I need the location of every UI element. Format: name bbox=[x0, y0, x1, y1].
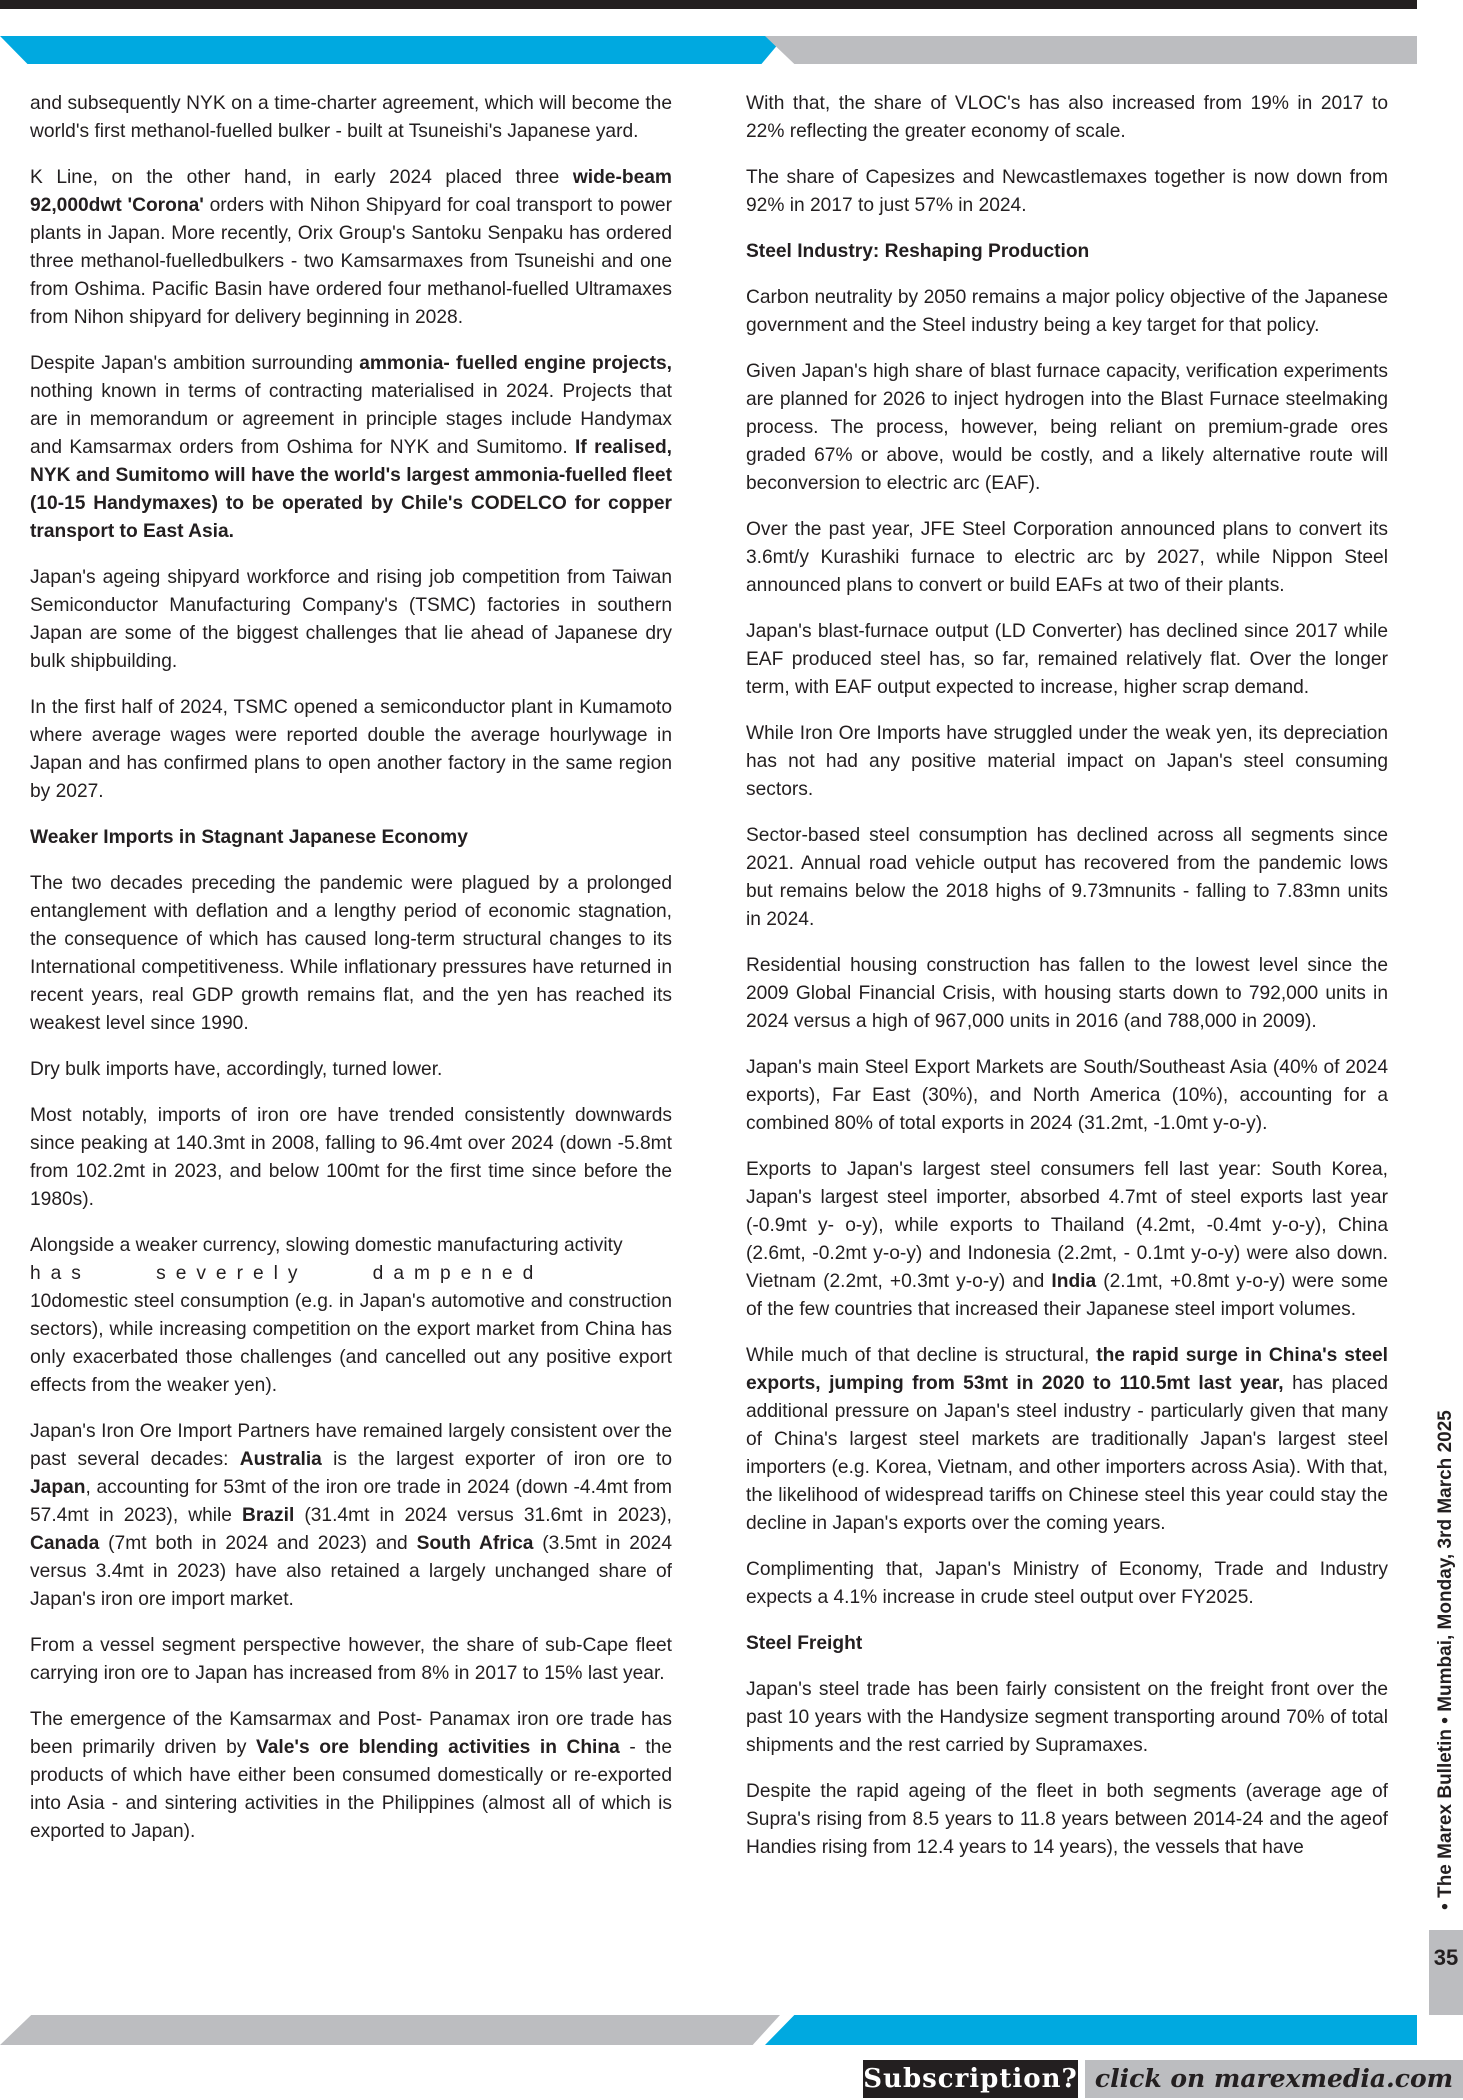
paragraph: From a vessel segment perspective however, the share of sub-Cape fleet carrying iron ore to Japan has increased from 8% in 2017 to 15% last year. bbox=[30, 1635, 672, 1684]
paragraph bbox=[30, 1232, 672, 1400]
subscription-link[interactable]: click on marexmedia.com bbox=[1085, 2060, 1463, 2098]
bold-run: Brazil bbox=[242, 1505, 295, 1526]
paragraph bbox=[30, 164, 672, 332]
text-run: Japan's Iron Ore Import Partners have remained largely consistent over the past several decades: bbox=[30, 1421, 672, 1470]
bold-run: India bbox=[1051, 1271, 1097, 1292]
text-run: While much of that decline is structural, bbox=[746, 1345, 1097, 1366]
section-heading: Steel Industry: Reshaping Production bbox=[746, 241, 1090, 262]
footer-band-grey bbox=[0, 2015, 780, 2045]
paragraph: Despite the rapid ageing of the fleet in both segments (average age of Supra's rising from 8.5 years to 11.8 years between 2014-24 and the ageof Handies rising from 12.4 years to 14 years), the vessels that have bbox=[746, 1781, 1388, 1858]
paragraph: Japan's blast-furnace output (LD Converter) has declined since 2017 while EAF produced steel has, so far, remained relatively flat. Over the longer term, with EAF output expected to increase, higher scrap demand. bbox=[746, 621, 1388, 698]
text-run: Despite Japan's ambition surrounding bbox=[30, 353, 360, 374]
paragraph: With that, the share of VLOC's has also increased from 19% in 2017 to 22% reflecting the greater economy of scale. bbox=[746, 93, 1388, 142]
subscription-label: Subscription? bbox=[863, 2060, 1078, 2098]
page-number-tab bbox=[1429, 1930, 1463, 2015]
paragraph bbox=[746, 1156, 1388, 1324]
running-title-text: • The Marex Bulletin • Mumbai, Monday, 3rd March 2025 bbox=[1435, 1410, 1456, 1910]
paragraph: and subsequently NYK on a time-charter agreement, which will become the world's first methanol-fuelled bulker - built at Tsuneishi's Japanese yard. bbox=[30, 93, 672, 142]
paragraph: Japan's main Steel Export Markets are South/Southeast Asia (40% of 2024 exports), Far East (30%), and North America (10%), accounting for a combined 80% of total exports in 2024 (31.2mt, -1.0mt y-o-y). bbox=[746, 1057, 1388, 1134]
left-column bbox=[30, 90, 672, 1864]
header-band-grey bbox=[765, 36, 1417, 64]
bold-run: ammonia- fuelled engine projects, bbox=[359, 353, 672, 374]
paragraph bbox=[30, 350, 672, 546]
section-heading: Weaker Imports in Stagnant Japanese Economy bbox=[30, 827, 468, 848]
paragraph: Given Japan's high share of blast furnace capacity, verification experiments are planned for 2026 to inject hydrogen into the Blast Furnace steelmaking process. The process, however, being reliant on premium-grade ores graded 67% or above, would be costly, and a likely alternative route will beconversion to electric arc (EAF). bbox=[746, 361, 1388, 494]
page-number: 35 bbox=[1433, 1945, 1459, 1970]
text-run: Alongside a weaker currency, slowing domestic manufacturing activity bbox=[30, 1235, 623, 1256]
bold-run: wide-beam 92,000dwt 'Corona' bbox=[30, 167, 672, 216]
text-run-spaced: has severely dampened bbox=[30, 1263, 544, 1284]
text-run: The emergence of the Kamsarmax and Post- Panamax iron ore trade has been primarily driven by bbox=[30, 1709, 672, 1758]
bold-run: Australia bbox=[239, 1449, 322, 1470]
header-band-blue bbox=[0, 36, 785, 64]
text-run: 10domestic steel consumption (e.g. in Japan's automotive and construction sectors), while increasing competition on the export market from China has only exacerbated those challenges (and cancelled out any positive export effects from the weaker yen). bbox=[30, 1291, 672, 1396]
bold-run: Canada bbox=[30, 1533, 100, 1554]
top-rule bbox=[0, 0, 1417, 9]
text-run: K Line, on the other hand, in early 2024 placed three bbox=[30, 167, 573, 188]
paragraph: Residential housing construction has fallen to the lowest level since the 2009 Global Financial Crisis, with housing starts down to 792,000 units in 2024 versus a high of 967,000 units in 2016 (and 788,000 in 2009). bbox=[746, 955, 1388, 1032]
paragraph bbox=[30, 1706, 672, 1846]
text-run: Exports to Japan's largest steel consumers fell last year: South Korea, Japan's largest steel importer, absorbed 4.7mt of steel exports last year (-0.9mt y- o-y), while exports to Thailand (4.2mt, -0.4mt y-o-y), China (2.6mt, -0.2mt y-o-y) and Indonesia (2.2mt, - 0.1mt y-o-y) were also down. Vietnam (2.2mt, +0.3mt y-o-y) and bbox=[746, 1159, 1388, 1292]
bold-run: South Africa bbox=[416, 1533, 534, 1554]
paragraph: Japan's steel trade has been fairly consistent on the freight front over the past 10 years with the Handysize segment transporting around 70% of total shipments and the rest carried by Supramaxes. bbox=[746, 1679, 1388, 1756]
bold-run: Vale's ore blending activities in China bbox=[256, 1737, 620, 1758]
text-run: has placed additional pressure on Japan's steel industry - particularly given that many of China's largest steel markets are traditionally Japan's largest steel importers (e.g. Korea, Vietnam, and other importers across Asia). With that, the likelihood of widespread tariffs on Chinese steel this year could stay the decline in Japan's exports over the coming years. bbox=[746, 1373, 1389, 1534]
paragraph: The two decades preceding the pandemic were plagued by a prolonged entanglement with deflation and a lengthy period of economic stagnation, the consequence of which has caused long-term structural changes to its International competitiveness. While inflationary pressures have returned in recent years, real GDP growth remains flat, and the yen has reached its weakest level since 1990. bbox=[30, 873, 672, 1034]
footer-band-blue bbox=[765, 2015, 1417, 2045]
bold-run: Japan bbox=[30, 1477, 86, 1498]
text-run: (3.5mt in 2024 versus 3.4mt in 2023) have also retained a largely unchanged share of Japan's iron ore import market. bbox=[30, 1533, 672, 1610]
text-run: (31.4mt in 2024 versus 31.6mt in 2023), bbox=[294, 1505, 673, 1526]
paragraph bbox=[30, 1418, 672, 1614]
bold-run: If realised, NYK and Sumitomo will have the world's largest ammonia-fuelled fleet (10-15 Handymaxes) to be operated by Chile's CODELCO for copper transport to East Asia. bbox=[30, 437, 672, 542]
section-heading: Steel Freight bbox=[746, 1633, 863, 1654]
paragraph: Japan's ageing shipyard workforce and rising job competition from Taiwan Semiconductor Manufacturing Company's (TSMC) factories in southern Japan are some of the biggest challenges that lie ahead of Japanese dry bulk shipbuilding. bbox=[30, 567, 672, 672]
paragraph: Complimenting that, Japan's Ministry of Economy, Trade and Industry expects a 4.1% increase in crude steel output over FY2025. bbox=[746, 1559, 1388, 1608]
text-run: , accounting for 53mt of the iron ore trade in 2024 (down -4.4mt from 57.4mt in 2023), while bbox=[30, 1477, 672, 1526]
paragraph: Over the past year, JFE Steel Corporation announced plans to convert its 3.6mt/y Kurashiki furnace to electric arc by 2027, while Nippon Steel announced plans to convert or build EAFs at two of their plants. bbox=[746, 519, 1388, 596]
text-run: (7mt both in 2024 and 2023) and bbox=[99, 1533, 417, 1554]
paragraph: Carbon neutrality by 2050 remains a major policy objective of the Japanese government and the Steel industry being a key target for that policy. bbox=[746, 287, 1388, 336]
bold-run: the rapid surge in China's steel exports, jumping from 53mt in 2020 to 110.5mt last year, bbox=[746, 1345, 1388, 1394]
text-run: is the largest exporter of iron ore to bbox=[321, 1449, 672, 1470]
text-run: (2.1mt, +0.8mt y-o-y) were some of the few countries that increased their Japanese steel import volumes. bbox=[746, 1271, 1389, 1320]
paragraph: The share of Capesizes and Newcastlemaxes together is now down from 92% in 2017 to just 57% in 2024. bbox=[746, 167, 1388, 216]
text-run: nothing known in terms of contracting materialised in 2024. Projects that are in memorandum or agreement in principle stages include Handymax and Kamsarmax orders from Oshima for NYK and Sumitomo. bbox=[30, 381, 672, 458]
right-column bbox=[746, 90, 1388, 1880]
text-run: orders with Nihon Shipyard for coal transport to power plants in Japan. More recently, Orix Group's Santoku Senpaku has ordered three methanol-fuelledbulkers - two Kamsarmaxes from Tsuneishi and one from Oshima. Pacific Basin have ordered four methanol-fuelled Ultramaxes from Nihon shipyard for delivery beginning in 2028. bbox=[30, 195, 672, 328]
text-run: - the products of which have either been consumed domestically or re-exported into Asia - and sintering activities in the Philippines (almost all of which is exported to Japan). bbox=[30, 1737, 672, 1842]
paragraph bbox=[746, 1342, 1388, 1538]
paragraph: While Iron Ore Imports have struggled under the weak yen, its depreciation has not had any positive material impact on Japan's steel consuming sectors. bbox=[746, 723, 1388, 800]
paragraph: Sector-based steel consumption has declined across all segments since 2021. Annual road vehicle output has recovered from the pandemic lows but remains below the 2018 highs of 9.73mnunits - falling to 7.83mn units in 2024. bbox=[746, 825, 1388, 930]
paragraph: Dry bulk imports have, accordingly, turned lower. bbox=[30, 1059, 443, 1080]
paragraph: In the first half of 2024, TSMC opened a semiconductor plant in Kumamoto where average wages were reported double the average hourlywage in Japan and has confirmed plans to open another factory in the same region by 2027. bbox=[30, 697, 672, 802]
paragraph: Most notably, imports of iron ore have trended consistently downwards since peaking at 140.3mt in 2008, falling to 96.4mt over 2024 (down -5.8mt from 102.2mt in 2023, and below 100mt for the first time since before the 1980s). bbox=[30, 1105, 672, 1210]
